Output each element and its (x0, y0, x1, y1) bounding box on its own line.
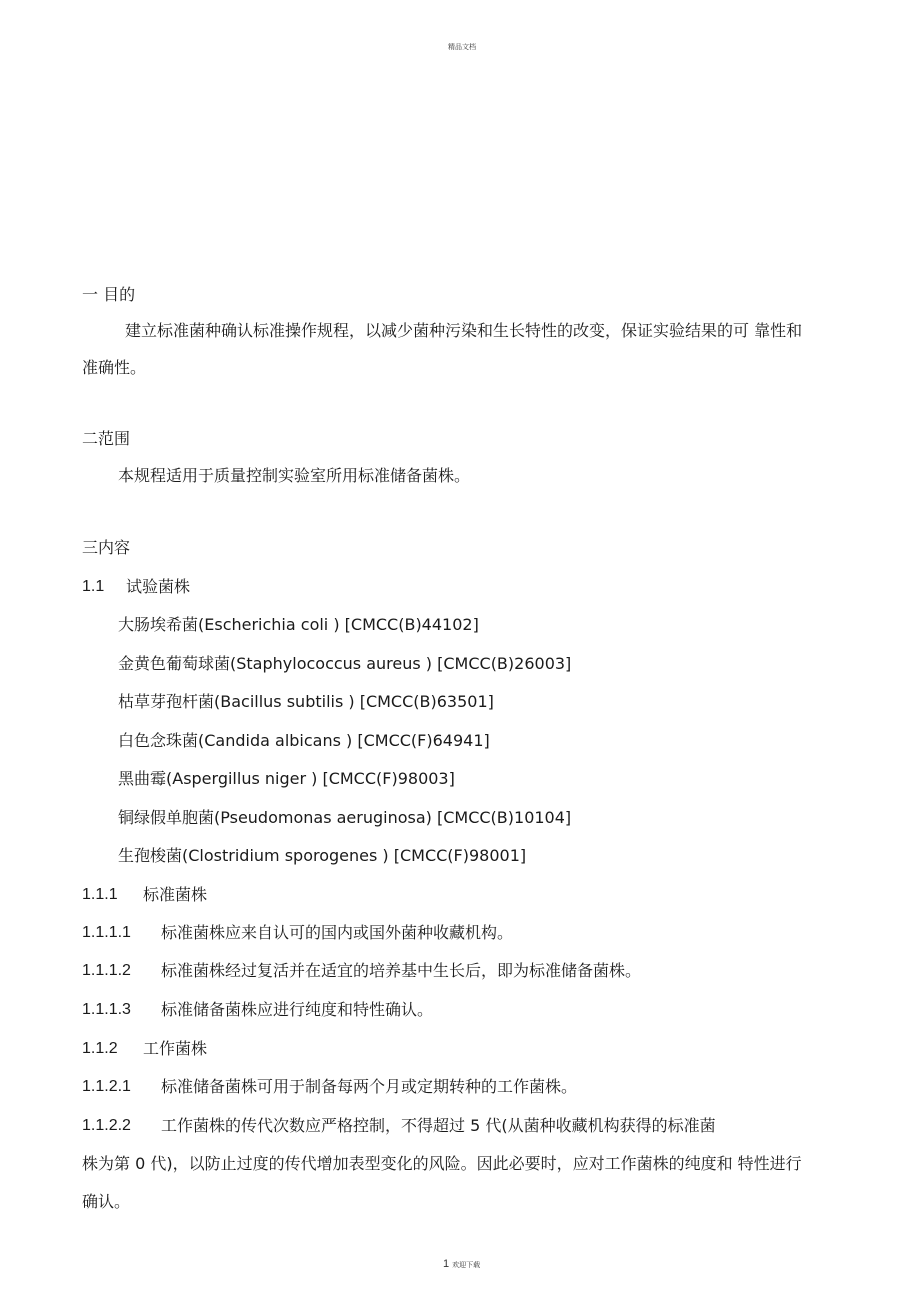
strain-item: 黑曲霉(Aspergillus niger ) [CMCC(F)98003] (118, 769, 455, 788)
item-heading-test-strains: 试验菌株 (126, 577, 191, 596)
strain-item: 大肠埃希菌(Escherichia coli ) [CMCC(B)44102] (118, 615, 479, 634)
strain-item: 白色念珠菌(Candida albicans ) [CMCC(F)64941] (118, 731, 490, 750)
item-number: 1.1 (82, 578, 105, 595)
purpose-paragraph-line2: 准确性。 (82, 358, 147, 377)
header-watermark: 精品文档 (448, 43, 476, 51)
strain-item: 生孢梭菌(Clostridium sporogenes ) [CMCC(F)98001] (118, 846, 527, 865)
page-number: 1 (443, 1258, 450, 1270)
item-text-line1: 工作菌株的传代次数应严格控制，不得超过 5 代(从菌种收藏机构获得的标准菌 (161, 1116, 716, 1135)
strain-item: 枯草芽孢杆菌(Bacillus subtilis ) [CMCC(B)63501] (118, 692, 494, 711)
item-text-line3: 确认。 (82, 1192, 131, 1211)
item-text: 标准储备菌株可用于制备每两个月或定期转种的工作菌株。 (161, 1077, 578, 1096)
item-text: 标准菌株经过复活并在适宜的培养基中生长后，即为标准储备菌株。 (161, 961, 642, 980)
page-footer (443, 1259, 480, 1270)
purpose-paragraph-line1: 建立标准菌种确认标准操作规程，以减少菌种污染和生长特性的改变，保证实验结果的可 靠性和 (125, 321, 803, 340)
section-title-scope: 二范围 (82, 429, 131, 448)
item-number: 1.1.1.3 (82, 1001, 131, 1018)
item-number: 1.1.2.1 (82, 1078, 131, 1095)
section-title-purpose: 一 目的 (82, 285, 136, 304)
item-number: 1.1.1.1 (82, 924, 131, 941)
item-text: 标准菌株应来自认可的国内或国外菌种收藏机构。 (161, 923, 514, 942)
item-number: 1.1.2.2 (82, 1117, 131, 1134)
item-heading-working-strains: 工作菌株 (143, 1039, 208, 1058)
footer-label: 欢迎下载 (452, 1261, 481, 1269)
section-title-content: 三内容 (82, 538, 131, 557)
item-number: 1.1.1 (82, 886, 118, 903)
item-text-line2: 株为第 0 代)，以防止过度的传代增加表型变化的风险。因此必要时，应对工作菌株的纯度和 特性进行 (82, 1154, 802, 1173)
item-heading-standard-strains: 标准菌株 (143, 885, 208, 904)
scope-paragraph: 本规程适用于质量控制实验室所用标准储备菌株。 (118, 466, 471, 485)
item-number: 1.1.1.2 (82, 962, 131, 979)
strain-item: 铜绿假单胞菌(Pseudomonas aeruginosa) [CMCC(B)10104] (118, 808, 572, 827)
item-number: 1.1.2 (82, 1040, 118, 1057)
strain-item: 金黄色葡萄球菌(Staphylococcus aureus ) [CMCC(B)26003] (118, 654, 572, 673)
item-text: 标准储备菌株应进行纯度和特性确认。 (161, 1000, 434, 1019)
